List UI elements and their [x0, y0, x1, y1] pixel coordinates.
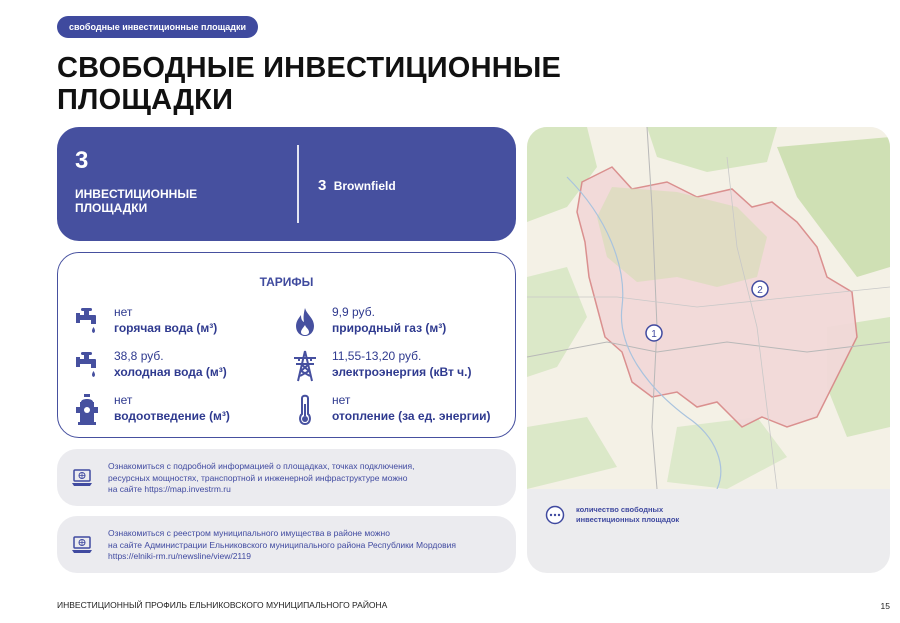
faucet-icon — [72, 305, 102, 339]
info-block-map — [57, 449, 516, 506]
tariff-value: нет — [332, 393, 351, 407]
sites-count-label: ИНВЕСТИЦИОННЫЕ ПЛОЩАДКИ — [75, 187, 198, 215]
page-title: СВОБОДНЫЕ ИНВЕСТИЦИОННЫЕ ПЛОЩАДКИ — [57, 52, 561, 116]
tariff-hot-water — [72, 305, 217, 339]
brownfield-stat — [318, 177, 396, 194]
info-text: Ознакомиться с реестром муниципального имущества в районе можно на сайте Администрации Ельниковского муниципального района Республики Мордовия https://elniki-rm.ru/newsline/view/2119 — [108, 528, 456, 561]
brownfield-count: 3 — [318, 177, 327, 194]
sites-count: 3 — [75, 147, 89, 174]
tariff-sewerage — [72, 393, 230, 427]
map-legend-label: количество свободных инвестиционных площадок — [576, 505, 680, 524]
tariffs-heading: ТАРИФЫ — [259, 275, 314, 289]
tariff-gas — [290, 305, 446, 339]
registry-link[interactable]: https://elniki-rm.ru/newsline/view/2119 — [108, 551, 251, 561]
marker-2[interactable]: 2 — [757, 285, 763, 296]
tariff-electricity — [290, 349, 471, 383]
power-tower-icon — [290, 349, 320, 383]
tariff-name: электроэнергия (кВт ч.) — [332, 365, 472, 379]
marker-1[interactable]: 1 — [651, 329, 657, 340]
tariff-value: нет — [114, 305, 133, 319]
section-pill: свободные инвестиционные площадки — [57, 16, 258, 38]
tariff-cold-water — [72, 349, 227, 383]
tariff-name: природный газ (м³) — [332, 321, 447, 335]
brownfield-label: Brownfield — [333, 179, 396, 193]
faucet-icon — [72, 349, 102, 383]
tariffs-panel — [57, 252, 516, 438]
page-number: 15 — [880, 601, 890, 611]
tariff-value: нет — [114, 393, 133, 407]
flame-icon — [290, 305, 320, 339]
summary-divider — [297, 145, 299, 223]
map-card — [527, 127, 890, 573]
laptop-globe-icon — [71, 536, 93, 554]
tariff-value: 38,8 руб. — [114, 349, 164, 363]
tariff-name: отопление (за ед. энергии) — [332, 409, 491, 423]
map-link[interactable]: на сайте https://map.investrm.ru — [108, 484, 231, 494]
district-map — [527, 127, 890, 489]
tariff-name: водоотведение (м³) — [114, 409, 230, 423]
tariff-heating — [290, 393, 491, 427]
info-text: Ознакомиться с подробной информацией о площадках, точках подключения, ресурсных мощностях, транспортной и инженерной инфраструктуре можно на сайте https://map.investrm.ru — [108, 461, 415, 494]
footer-title: ИНВЕСТИЦИОННЫЙ ПРОФИЛЬ ЕЛЬНИКОВСКОГО МУНИЦИПАЛЬНОГО РАЙОНА — [57, 600, 388, 610]
info-block-registry — [57, 516, 516, 573]
laptop-globe-icon — [71, 469, 93, 487]
thermometer-icon — [290, 393, 320, 427]
summary-card — [57, 127, 516, 241]
tariff-value: 11,55-13,20 руб. — [332, 349, 422, 363]
tariff-name: горячая вода (м³) — [114, 321, 218, 335]
hydrant-icon — [72, 393, 102, 427]
tariff-value: 9,9 руб. — [332, 305, 375, 319]
marker-legend-icon — [545, 505, 565, 525]
tariff-name: холодная вода (м³) — [114, 365, 227, 379]
